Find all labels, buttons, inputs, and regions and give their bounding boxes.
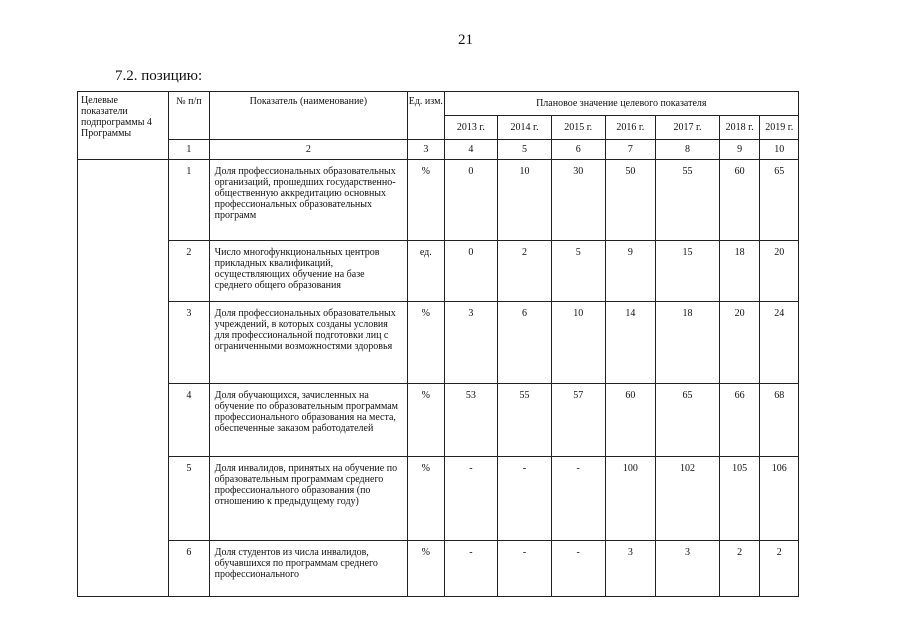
table-row: [78, 457, 799, 541]
column-number: 6: [551, 140, 605, 160]
value-cell: 5: [551, 241, 605, 302]
header-num: № п/п: [169, 92, 210, 140]
header-year: 2017 г.: [656, 116, 720, 140]
table-row: [78, 241, 799, 302]
value-cell: 60: [719, 160, 760, 241]
value-cell: 2: [498, 241, 552, 302]
unit-cell: %: [408, 160, 444, 241]
row-number: 2: [169, 241, 210, 302]
value-cell: 55: [656, 160, 720, 241]
group-label: Целевые показатели подпрограммы 4 Программы: [81, 95, 152, 139]
value-cell: 66: [719, 384, 760, 457]
row-number: 1: [169, 160, 210, 241]
unit-cell: %: [408, 457, 444, 541]
header-indicator: Показатель (наименование): [209, 92, 407, 140]
indicator-name: Доля профессиональных образовательных организаций, прошедших государственно-общественную аккредитацию основных профессиональных образовательных программ: [209, 160, 407, 241]
column-number: 4: [444, 140, 498, 160]
column-number: 5: [498, 140, 552, 160]
value-cell: 2: [719, 541, 760, 597]
value-cell: 9: [605, 241, 656, 302]
header-year: 2019 г.: [760, 116, 799, 140]
value-cell: 30: [551, 160, 605, 241]
value-cell: 60: [605, 384, 656, 457]
indicator-name: Доля инвалидов, принятых на обучение по образовательным программам среднего профессионального образования (по отношению к предыдущему году): [209, 457, 407, 541]
column-number: 8: [656, 140, 720, 160]
value-cell: 0: [444, 241, 498, 302]
value-cell: 65: [656, 384, 720, 457]
indicator-name: Доля профессиональных образовательных учреждений, в которых созданы условия для профессиональной подготовки лиц с ограниченными возможностями здоровья: [209, 302, 407, 384]
row-number: 4: [169, 384, 210, 457]
indicator-name: Доля студентов из числа инвалидов, обучавшихся по программам среднего профессионального: [209, 541, 407, 597]
row-number: 3: [169, 302, 210, 384]
value-cell: 3: [656, 541, 720, 597]
column-number: 2: [209, 140, 407, 160]
header-year: 2014 г.: [498, 116, 552, 140]
row-number: 5: [169, 457, 210, 541]
value-cell: 20: [760, 241, 799, 302]
table-row: [78, 302, 799, 384]
unit-cell: %: [408, 541, 444, 597]
table-row: [78, 384, 799, 457]
value-cell: -: [551, 541, 605, 597]
value-cell: 105: [719, 457, 760, 541]
value-cell: 100: [605, 457, 656, 541]
value-cell: 65: [760, 160, 799, 241]
value-cell: -: [498, 457, 552, 541]
value-cell: 18: [719, 241, 760, 302]
header-planned: Плановое значение целевого показателя: [444, 92, 798, 116]
value-cell: 18: [656, 302, 720, 384]
group-label-continuation: [78, 160, 169, 597]
value-cell: 15: [656, 241, 720, 302]
value-cell: -: [498, 541, 552, 597]
column-number: 1: [169, 140, 210, 160]
value-cell: 53: [444, 384, 498, 457]
value-cell: 2: [760, 541, 799, 597]
group-label-cell: [78, 92, 169, 160]
indicator-name: Число многофункциональных центров прикладных квалификаций, осуществляющих обучение на базе среднего общего образования: [209, 241, 407, 302]
table-row: [78, 541, 799, 597]
indicator-name: Доля обучающихся, зачисленных на обучение по образовательным программам профессионального образования на места, обеспеченные заказом работодателей: [209, 384, 407, 457]
value-cell: -: [444, 541, 498, 597]
value-cell: 3: [605, 541, 656, 597]
unit-cell: %: [408, 302, 444, 384]
column-number: 10: [760, 140, 799, 160]
value-cell: 10: [498, 160, 552, 241]
row-number: 6: [169, 541, 210, 597]
header-year: 2018 г.: [719, 116, 760, 140]
column-number-row: [78, 140, 799, 160]
unit-cell: %: [408, 384, 444, 457]
table-row: [78, 160, 799, 241]
column-number: 9: [719, 140, 760, 160]
value-cell: 24: [760, 302, 799, 384]
section-title: 7.2. позицию:: [115, 68, 203, 84]
value-cell: 57: [551, 384, 605, 457]
column-number: 3: [408, 140, 444, 160]
value-cell: 10: [551, 302, 605, 384]
value-cell: 3: [444, 302, 498, 384]
page-number: 21: [458, 32, 473, 48]
value-cell: 68: [760, 384, 799, 457]
value-cell: 106: [760, 457, 799, 541]
value-cell: 102: [656, 457, 720, 541]
value-cell: 20: [719, 302, 760, 384]
header-unit: Ед. изм.: [408, 92, 444, 140]
value-cell: 14: [605, 302, 656, 384]
value-cell: 55: [498, 384, 552, 457]
value-cell: -: [444, 457, 498, 541]
header-year: 2015 г.: [551, 116, 605, 140]
header-year: 2016 г.: [605, 116, 656, 140]
value-cell: 0: [444, 160, 498, 241]
value-cell: -: [551, 457, 605, 541]
target-indicators-table: [77, 91, 799, 597]
unit-cell: ед.: [408, 241, 444, 302]
header-year: 2013 г.: [444, 116, 498, 140]
value-cell: 6: [498, 302, 552, 384]
column-number: 7: [605, 140, 656, 160]
value-cell: 50: [605, 160, 656, 241]
